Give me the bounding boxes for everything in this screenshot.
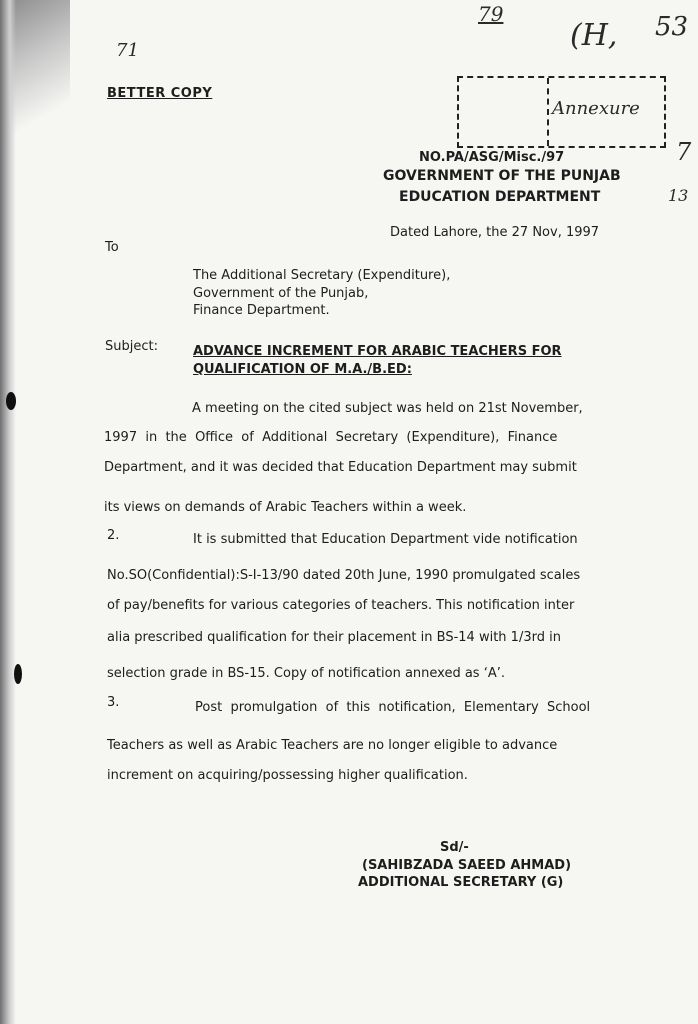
punch-hole-2 [14,664,22,684]
paragraph-3-line-2: Teachers as well as Arabic Teachers are no longer eligible to advance [107,738,558,753]
subject-line-1: ADVANCE INCREMENT FOR ARABIC TEACHERS FOR [193,344,562,359]
reference-number: NO.PA/ASG/Misc./97 [419,150,565,165]
paragraph-1-line-4: its views on demands of Arabic Teachers within a week. [104,500,467,515]
paragraph-3-line-1: Post promulgation of this notification, Elementary School [195,700,591,715]
to-label: To [105,240,119,255]
paragraph-1-line-1: A meeting on the cited subject was held on 21st November, [192,401,583,416]
punch-hole-1 [6,392,16,410]
subject-label: Subject: [105,339,158,354]
signatory-name: (SAHIBZADA SAEED AHMAD) [362,858,572,873]
handwritten-annex-text: Annexure [552,98,640,119]
paragraph-2-line-2: No.SO(Confidential):S-I-13/90 dated 20th June, 1990 promulgated scales [107,568,581,583]
recipient-line-1: The Additional Secretary (Expenditure), [193,268,451,283]
paragraph-2-line-5: selection grade in BS-15. Copy of notification annexed as ‘A’. [107,666,505,681]
annex-box-divider [547,78,549,146]
paragraph-2-number: 2. [107,528,120,543]
paragraph-2-line-1: It is submitted that Education Department vide notification [193,532,578,547]
paragraph-1-line-2: 1997 in the Office of Additional Secretary (Expenditure), Finance [104,430,558,445]
date-line: Dated Lahore, the 27 Nov, 1997 [390,225,600,240]
handwritten-corner-mark: 71 [116,40,139,61]
signature-sd: Sd/- [440,840,469,855]
handwritten-side-mark-b: 13 [668,186,689,205]
subject-line-2: QUALIFICATION OF M.A./B.ED: [193,362,412,377]
handwritten-h-mark: (H, [570,18,618,53]
handwritten-s-mark: 53 [655,12,689,42]
better-copy-heading: BETTER COPY [107,86,213,101]
signatory-title: ADDITIONAL SECRETARY (G) [358,875,564,890]
paragraph-2-line-3: of pay/benefits for various categories of teachers. This notification inter [107,598,575,613]
recipient-line-2: Government of the Punjab, [193,286,369,301]
government-heading: GOVERNMENT OF THE PUNJAB [383,168,621,184]
paragraph-3-line-3: increment on acquiring/possessing higher qualification. [107,768,468,783]
department-heading: EDUCATION DEPARTMENT [399,189,601,205]
handwritten-side-mark-a: 7 [676,138,692,166]
recipient-line-3: Finance Department. [193,303,330,318]
paragraph-1-line-3: Department, and it was decided that Education Department may submit [104,460,577,475]
paragraph-3-number: 3. [107,695,120,710]
paragraph-2-line-4: alia prescribed qualification for their placement in BS-14 with 1/3rd in [107,630,561,645]
handwritten-page-number: 79 [478,2,504,26]
page-edge-shadow [0,0,16,1024]
